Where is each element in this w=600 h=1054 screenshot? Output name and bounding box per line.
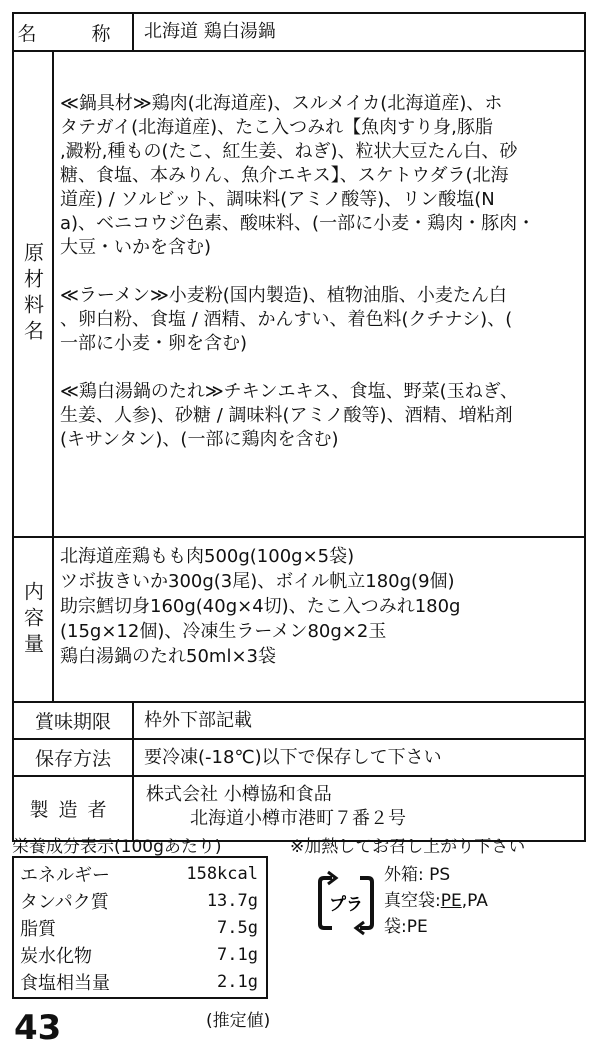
packaging-vacuum-rest: ,PA	[461, 891, 488, 911]
ingredients-paragraph	[60, 92, 578, 260]
heating-note: ※加熱してお召し上がり下さい	[290, 837, 526, 857]
contents-header-label: 内容量	[20, 580, 45, 659]
packaging-vacuum	[384, 888, 488, 914]
nutrition-title: 栄養成分表示(100gあたり)	[12, 837, 222, 857]
contents-line: 助宗鱈切身160g(40g×4切)、たこ入つみれ180g	[60, 596, 461, 617]
nutrition-row	[20, 941, 260, 968]
plastic-recycle-icon	[318, 868, 374, 938]
nutrition-label: 炭水化物	[20, 945, 92, 967]
maker-header: 製造者	[14, 777, 134, 840]
packaging-vacuum-prefix: 真空袋:	[384, 891, 441, 911]
contents-line: ツボ抜きいか300g(3尾)、ボイル帆立180g(9個)	[60, 571, 455, 592]
ingredients-line: タテガイ(北海道産)、たこ入つみれ【魚肉すり身,豚脂	[60, 117, 493, 138]
contents-header	[14, 538, 54, 701]
nutrition-value: 7.1g	[217, 944, 258, 965]
ingredients-line: a)、ベニコウジ色素、酸味料、(一部に小麦・鶏肉・豚肉・	[60, 213, 536, 234]
packaging-outer: 外箱: PS	[384, 865, 451, 885]
ingredients-line: 道産) / ソルビット、調味料(アミノ酸等)、リン酸塩(N	[60, 189, 495, 210]
expiry-row	[14, 703, 584, 740]
ingredients-line: 、卵白粉、食塩 / 酒精、かんすい、着色料(クチナシ)、(	[60, 309, 513, 330]
nutrition-row	[20, 968, 260, 995]
nutrition-row	[20, 914, 260, 941]
maker-address: 北海道小樽市港町７番２号	[190, 808, 406, 829]
contents-row	[14, 538, 584, 703]
product-name-row	[14, 14, 584, 52]
ingredients-line: 一部に小麦・卵を含む)	[60, 333, 248, 354]
contents-text	[54, 538, 584, 701]
maker-row	[14, 777, 584, 840]
nutrition-label: タンパク質	[20, 891, 109, 913]
ingredients-header	[14, 52, 54, 536]
packaging-vacuum-pe: PE	[440, 891, 462, 911]
storage-value: 要冷凍(-18℃)以下で保存して下さい	[144, 746, 442, 768]
nutrition-table	[12, 856, 268, 999]
nutrition-label: 食塩相当量	[20, 972, 110, 994]
ingredients-line: 糖、食塩、本みりん、魚介エキス】、スケトウダラ(北海	[60, 165, 509, 186]
recycle-mark-text: プラ	[329, 895, 363, 915]
ingredients-line: ≪鶏白湯鍋のたれ≫チキンエキス、食塩、野菜(玉ねぎ、	[60, 381, 518, 402]
storage-row	[14, 740, 584, 777]
storage-header: 保存方法	[14, 740, 134, 775]
contents-line: 北海道産鶏もも肉500g(100g×5袋)	[60, 546, 355, 567]
food-label-table	[12, 12, 586, 842]
page-number: 43	[14, 1008, 62, 1048]
packaging-bag: 袋:PE	[384, 917, 428, 937]
maker-company: 株式会社 小樽協和食品	[146, 784, 332, 805]
nutrition-row	[20, 860, 260, 887]
expiry-value: 枠外下部記載	[144, 709, 252, 731]
ingredients-paragraph	[60, 284, 578, 356]
ingredients-line: 大豆・いかを含む)	[60, 237, 212, 258]
ingredients-line: ,澱粉,種もの(たこ、紅生姜、ねぎ)、粒状大豆たん白、砂	[60, 141, 518, 162]
ingredients-header-label: 原材料名	[20, 242, 45, 346]
nutrition-label: エネルギー	[20, 864, 110, 886]
contents-line: 鶏白湯鍋のたれ50ml×3袋	[60, 646, 276, 667]
nutrition-value: 158kcal	[186, 863, 258, 884]
contents-line: (15g×12個)、冷凍生ラーメン80g×2玉	[60, 621, 387, 642]
nutrition-value: 7.5g	[217, 917, 258, 938]
nutrition-value: 2.1g	[217, 971, 258, 992]
nutrition-label: 脂質	[20, 918, 56, 940]
ingredients-line: ≪ラーメン≫小麦粉(国内製造)、植物油脂、小麦たん白	[60, 285, 507, 306]
packaging-materials	[384, 862, 488, 940]
product-name-header: 名 称	[14, 14, 134, 50]
nutrition-row	[20, 887, 260, 914]
ingredients-line: (キサンタン)、(一部に鶏肉を含む)	[60, 429, 339, 450]
ingredients-row	[14, 52, 584, 538]
ingredients-paragraph	[60, 380, 578, 452]
expiry-header: 賞味期限	[14, 703, 134, 738]
ingredients-line: 生姜、人参)、砂糖 / 調味料(アミノ酸等)、酒精、増粘剤	[60, 405, 513, 426]
estimate-note: (推定値)	[206, 1011, 271, 1031]
maker-value	[134, 777, 584, 840]
ingredients-line: ≪鍋具材≫鶏肉(北海道産)、スルメイカ(北海道産)、ホ	[60, 93, 503, 114]
ingredients-text	[54, 52, 584, 536]
product-name-value: 北海道 鶏白湯鍋	[144, 21, 276, 42]
nutrition-value: 13.7g	[206, 890, 258, 911]
